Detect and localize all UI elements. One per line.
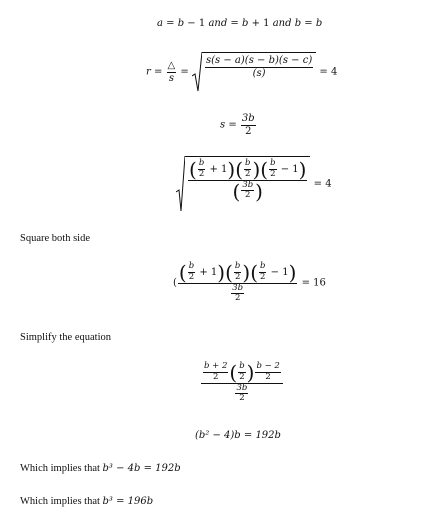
equation-3: s = $\frac{3b}{2}$	[220, 113, 255, 137]
equation-7: (b² − 4)b = 192b	[195, 430, 281, 441]
equation-5: ( ( $\frac{b}{2}$ + 1)( $\frac{b}{2}$ )( $\frac{b}{2}$ − 1) $\frac{3b}{2}$ = 16	[173, 260, 326, 304]
sqrt-symbol: ( $\frac{b}{2}$ + 1)( $\frac{b}{2}$ )( $\frac{b}{2}$ − 1) ( $\frac{3b}{2}$ )	[176, 156, 310, 212]
equation-4: ( $\frac{b}{2}$ + 1)( $\frac{b}{2}$ )( $\frac{b}{2}$ − 1) ( $\frac{3b}{2}$ ) = 4	[176, 156, 332, 212]
implies-line-1: Which implies that b³ − 4b = 192b	[20, 463, 181, 474]
equation-2: r = $\frac{\triangle}{s}$ = $\frac{s(s - a)(s - b)(s - c)}{(s)}$ = 4	[146, 52, 337, 92]
instruction-square: Square both side	[20, 233, 90, 244]
equation-1: a = b − 1 and = b + 1 and b = b	[157, 18, 323, 29]
instruction-simplify: Simplify the equation	[20, 332, 111, 343]
implies-line-2: Which implies that b³ = 196b	[20, 496, 154, 507]
equation-6: $\frac{b + 2}{2}$ ( $\frac{b}{2}$ ) $\frac{b - 2}{2}$ $\frac{3b}{2}$	[200, 362, 284, 404]
sqrt-symbol: $\frac{s(s - a)(s - b)(s - c)}{(s)}$	[192, 52, 316, 92]
